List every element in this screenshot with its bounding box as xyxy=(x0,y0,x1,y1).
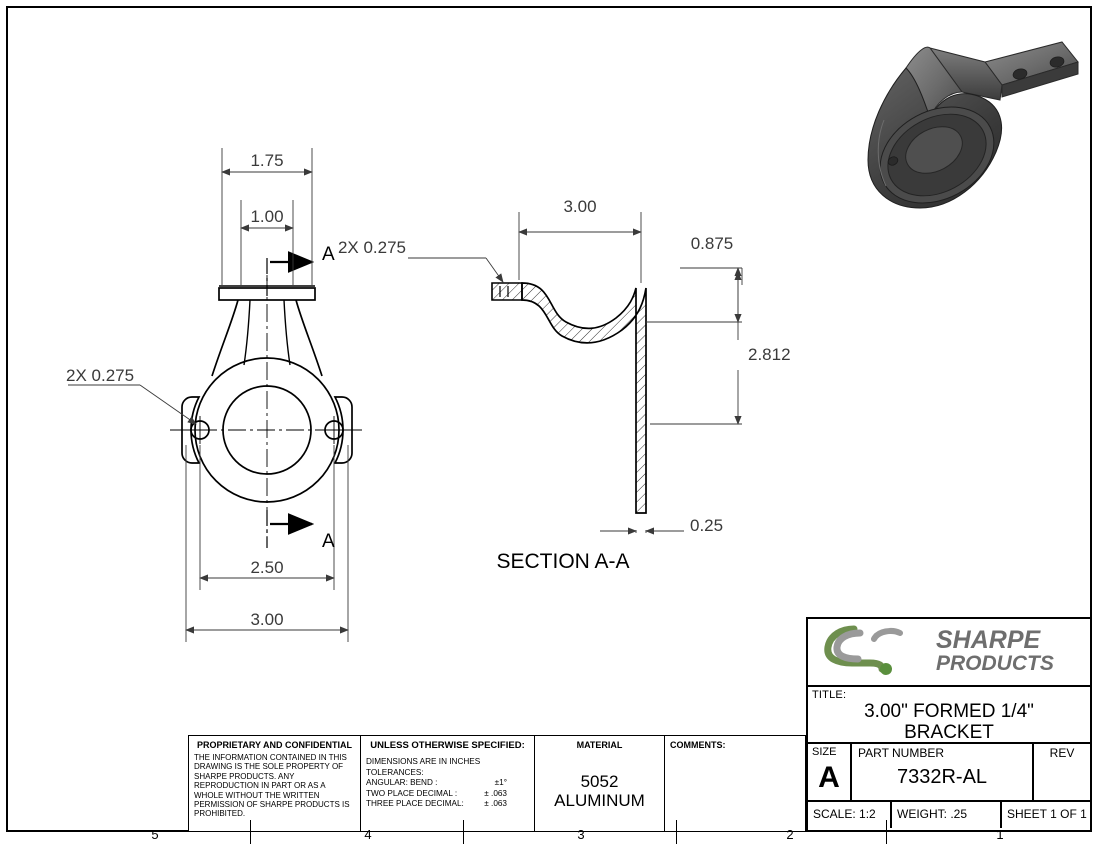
part-number-label: PART NUMBER xyxy=(858,746,945,760)
size-label: SIZE xyxy=(812,746,837,758)
section-arrow-bottom-label: A xyxy=(322,531,335,552)
dim-2x-0-275-front: 2X 0.275 xyxy=(66,366,135,385)
spec-row-three-place-label: THREE PLACE DECIMAL: xyxy=(366,799,464,808)
isometric-view-geometry xyxy=(863,42,1078,222)
proprietary-note xyxy=(189,736,361,831)
title-value-line-2: BRACKET xyxy=(904,722,994,743)
title-field xyxy=(808,687,1090,744)
dim-0-25: 0.25 xyxy=(690,516,724,535)
spec-line-tolerances: TOLERANCES: xyxy=(366,767,424,777)
weight-value: WEIGHT: .25 xyxy=(892,802,1002,828)
zone-tick-5: 5 xyxy=(151,827,159,842)
zone-divider-2-3 xyxy=(676,820,677,844)
section-view-dimensions xyxy=(408,212,742,533)
front-view-dimensions xyxy=(68,148,348,642)
dim-0-875: 0.875 xyxy=(690,234,734,253)
zone-tick-2: 2 xyxy=(786,827,794,842)
spec-row-two-place-label: TWO PLACE DECIMAL : xyxy=(366,788,458,798)
dim-3-00-front: 3.00 xyxy=(250,610,284,629)
sharpe-logo-text xyxy=(936,626,1054,675)
sharpe-logo-mark xyxy=(808,619,934,685)
part-number-value: 7332R-AL xyxy=(896,766,988,788)
spec-row-two-place-value: ± .063 xyxy=(484,788,507,798)
dim-1-75: 1.75 xyxy=(250,151,284,170)
dim-2-812: 2.812 xyxy=(748,345,791,364)
zone-divider-4-5 xyxy=(250,820,251,844)
title-block-row-meta xyxy=(808,802,1090,828)
section-arrow-top-label: A xyxy=(322,244,335,265)
material-note xyxy=(535,736,665,831)
spec-row-angular-value: ±1° xyxy=(494,778,507,787)
rev-field xyxy=(1034,744,1090,800)
spec-heading: UNLESS OTHERWISE SPECIFIED: xyxy=(370,740,525,751)
dim-1-00: 1.00 xyxy=(250,207,284,226)
part-number-field xyxy=(852,744,1034,800)
zone-tick-3: 3 xyxy=(577,827,585,842)
section-view-label: SECTION A-A xyxy=(496,550,630,573)
title-label: TITLE: xyxy=(812,689,847,701)
spec-row-angular-label: ANGULAR: BEND : xyxy=(366,778,438,787)
title-value-line-1: 3.00" FORMED 1/4" xyxy=(864,701,1034,722)
zone-tick-1: 1 xyxy=(996,827,1004,842)
dim-3-00-section: 3.00 xyxy=(563,197,597,216)
dim-2-50: 2.50 xyxy=(250,558,284,577)
comments-heading: COMMENTS: xyxy=(670,740,726,750)
proprietary-heading: PROPRIETARY AND CONFIDENTIAL xyxy=(196,740,352,750)
spec-line-units: DIMENSIONS ARE IN INCHES xyxy=(366,757,481,766)
scale-value: SCALE: 1:2 xyxy=(808,802,892,828)
sheet-value: SHEET 1 OF 1 xyxy=(1007,807,1087,821)
notes-block xyxy=(188,735,806,832)
spec-note xyxy=(361,736,535,831)
proprietary-body: THE INFORMATION CONTAINED IN THIS DRAWING IS THE SOLE PROPERTY OF SHARPE PRODUCTS. ANY REPRODUCTION IN PART OR AS A WHOLE WITHOUT THE WRITTEN PERMISSION OF SHARPE PRODUCTS IS PROHIBITED. xyxy=(194,753,350,819)
front-view-geometry xyxy=(170,258,366,548)
material-grade: 5052 xyxy=(580,772,619,791)
logo-line-2: PRODUCTS xyxy=(936,652,1054,675)
material-name: ALUMINUM xyxy=(554,791,645,810)
spec-row-three-place-value: ± .063 xyxy=(484,799,507,808)
spec-row-three-place xyxy=(366,799,529,810)
dim-2x-0-275-section: 2X 0.275 xyxy=(337,238,406,257)
size-value: A xyxy=(818,761,840,794)
zone-divider-3-4 xyxy=(463,820,464,844)
title-block-row-identity xyxy=(808,744,1090,802)
comments-note xyxy=(665,736,805,831)
spec-row-angular xyxy=(366,778,529,789)
company-logo xyxy=(808,619,1090,687)
zone-tick-4: 4 xyxy=(364,827,372,842)
material-heading: MATERIAL xyxy=(576,740,623,750)
title-block xyxy=(806,617,1092,832)
section-view-geometry xyxy=(492,283,646,513)
zone-divider-1-2 xyxy=(886,820,887,844)
rev-label: REV xyxy=(1049,746,1075,760)
size-field xyxy=(808,744,852,800)
logo-line-1: SHARPE xyxy=(936,626,1041,654)
spec-row-two-place xyxy=(366,789,529,800)
